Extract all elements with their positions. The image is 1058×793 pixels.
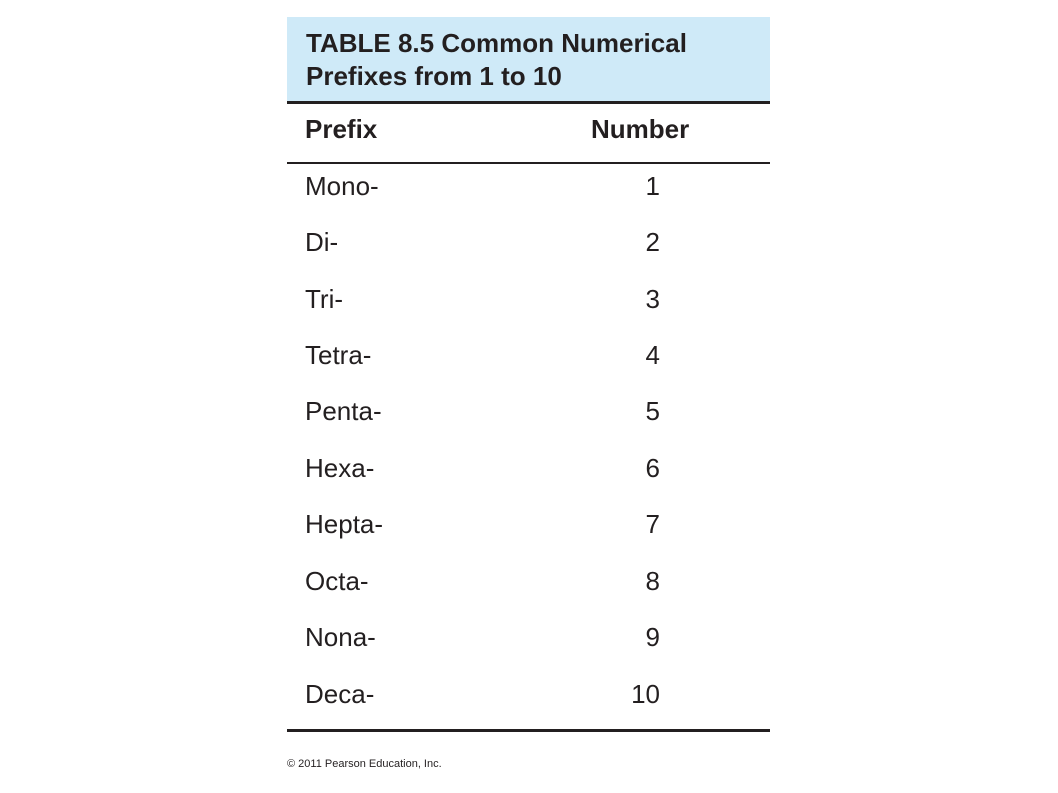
prefix-cell: Deca- [305, 679, 375, 709]
table-title-line2: Prefixes from 1 to 10 [306, 61, 562, 91]
number-cell: 2 [645, 227, 660, 257]
prefix-cell: Di- [305, 227, 339, 257]
table-row [287, 224, 770, 264]
table-title-line1: TABLE 8.5 Common Numerical [306, 28, 687, 58]
table-row [287, 393, 770, 433]
table-row [287, 168, 770, 208]
prefix-table [287, 17, 770, 732]
table-row [287, 676, 770, 716]
prefix-cell: Tetra- [305, 340, 372, 370]
prefix-cell: Hexa- [305, 453, 375, 483]
prefix-cell: Hepta- [305, 509, 384, 539]
number-cell: 7 [645, 509, 660, 539]
number-cell: 4 [645, 340, 660, 370]
column-header-number: Number [591, 114, 690, 144]
table-row [287, 450, 770, 490]
table-row [287, 506, 770, 546]
number-cell: 10 [631, 679, 660, 709]
table-row [287, 281, 770, 321]
number-cell: 6 [645, 453, 660, 483]
number-cell: 9 [645, 622, 660, 652]
prefix-cell: Penta- [305, 396, 382, 426]
table-row [287, 563, 770, 603]
table-row [287, 337, 770, 377]
table-title-box [287, 17, 770, 104]
prefix-cell: Mono- [305, 171, 379, 201]
number-cell: 8 [645, 566, 660, 596]
prefix-cell: Octa- [305, 566, 369, 596]
copyright-notice: © 2011 Pearson Education, Inc. [287, 758, 442, 770]
table-row [287, 619, 770, 659]
prefix-cell: Tri- [305, 284, 344, 314]
table-header-row [287, 104, 770, 164]
prefix-cell: Nona- [305, 622, 376, 652]
number-cell: 1 [645, 171, 660, 201]
number-cell: 5 [645, 396, 660, 426]
column-header-prefix: Prefix [305, 114, 378, 144]
number-cell: 3 [645, 284, 660, 314]
table-body [287, 164, 770, 732]
